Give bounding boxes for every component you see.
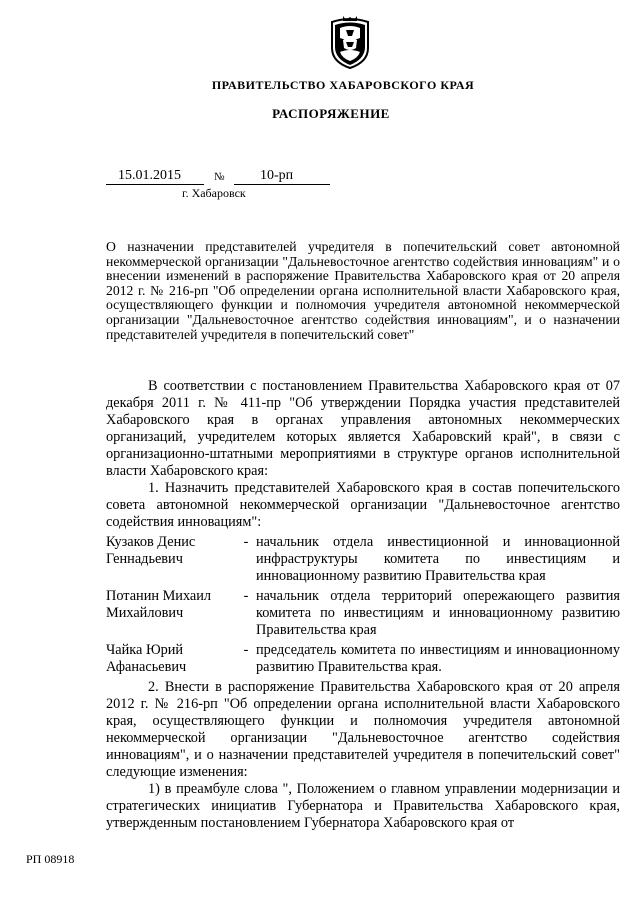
document-subject: О назначении представителей учредителя в попечительский совет автономной некоммерческой организации "Дальневосточное агентство содействия инновациям" и о внесении изменений в распоряжение Правительства Хабаровского края от 20 апреля 2012 г. № 216-рп "Об определении органа исполнительной власти Хабаровского края, осуществляющего функции и полномочия учредителя автономной некоммерческой организации "Дальневосточное агентство содействия инновациям", и о назначении представителей учредителя в попечительский совет"	[106, 239, 620, 342]
khabarovsk-coat-of-arms-emblem	[328, 14, 372, 70]
representative-position: начальник отдела территорий опережающего развития комитета по инвестициям и инновационному развитию Правительства края	[256, 588, 620, 638]
representative-row	[106, 534, 620, 585]
point-2-1-paragraph: 1) в преамбуле слова ", Положением о главном управлении модернизации и стратегических инициатив Губернатора и Правительства Хабаровского края, утвержденным постановлением Губернатора Хабаровского края от	[106, 781, 620, 831]
representative-row	[106, 588, 620, 639]
representative-name: Кузаков Денис Геннадьевич	[106, 534, 196, 567]
representative-position: председатель комитета по инвестициям и инновационному развитию Правительства края.	[256, 642, 620, 675]
representative-dash: -	[243, 642, 249, 658]
document-type-title: РАСПОРЯЖЕНИЕ	[272, 106, 390, 121]
point-2-paragraph: 2. Внести в распоряжение Правительства Хабаровского края от 20 апреля 2012 г. № 216-рп "Об определении органа исполнительной власти Хабаровского края, осуществляющего функции и полномочия учредителя автономной некоммерческой организации "Дальневосточное агентство содействия инновациям", и о назначении представителей учредителя в попечительский совет" следующие изменения:	[106, 679, 620, 780]
intro-paragraph: В соответствии с постановлением Правительства Хабаровского края от 07 декабря 2011 г. № 411-пр "Об утверждении Порядка участия представителей Хабаровского края в органах управления автономных некоммерческих организаций, учредителем которых является Хабаровский край", в связи с организационно-штатными мероприятиями в структуре органов исполнительной власти Хабаровского края:	[106, 378, 620, 479]
document-code: РП 08918	[26, 852, 75, 866]
document-number: 10-рп	[234, 168, 330, 185]
representative-name: Чайка Юрий Афанасьевич	[106, 642, 187, 675]
representative-dash: -	[243, 588, 249, 604]
representative-row	[106, 642, 620, 676]
point-1-paragraph: 1. Назначить представителей Хабаровского края в состав попечительского совета автономной некоммерческой организации "Дальневосточное агентство содействия инновациям":	[106, 480, 620, 530]
representative-dash: -	[243, 534, 249, 550]
number-sign: №	[214, 171, 225, 183]
document-body	[106, 378, 620, 832]
document-date: 15.01.2015	[106, 168, 204, 185]
city-label: г. Хабаровск	[182, 186, 246, 200]
representative-position: начальник отдела инвестиционной и инновационной инфраструктуры комитета по инвестициям и инновационному развитию Правительства края	[256, 534, 620, 584]
representative-name: Потанин Михаил Михайлович	[106, 588, 212, 621]
government-title: ПРАВИТЕЛЬСТВО ХАБАРОВСКОГО КРАЯ	[211, 78, 475, 92]
